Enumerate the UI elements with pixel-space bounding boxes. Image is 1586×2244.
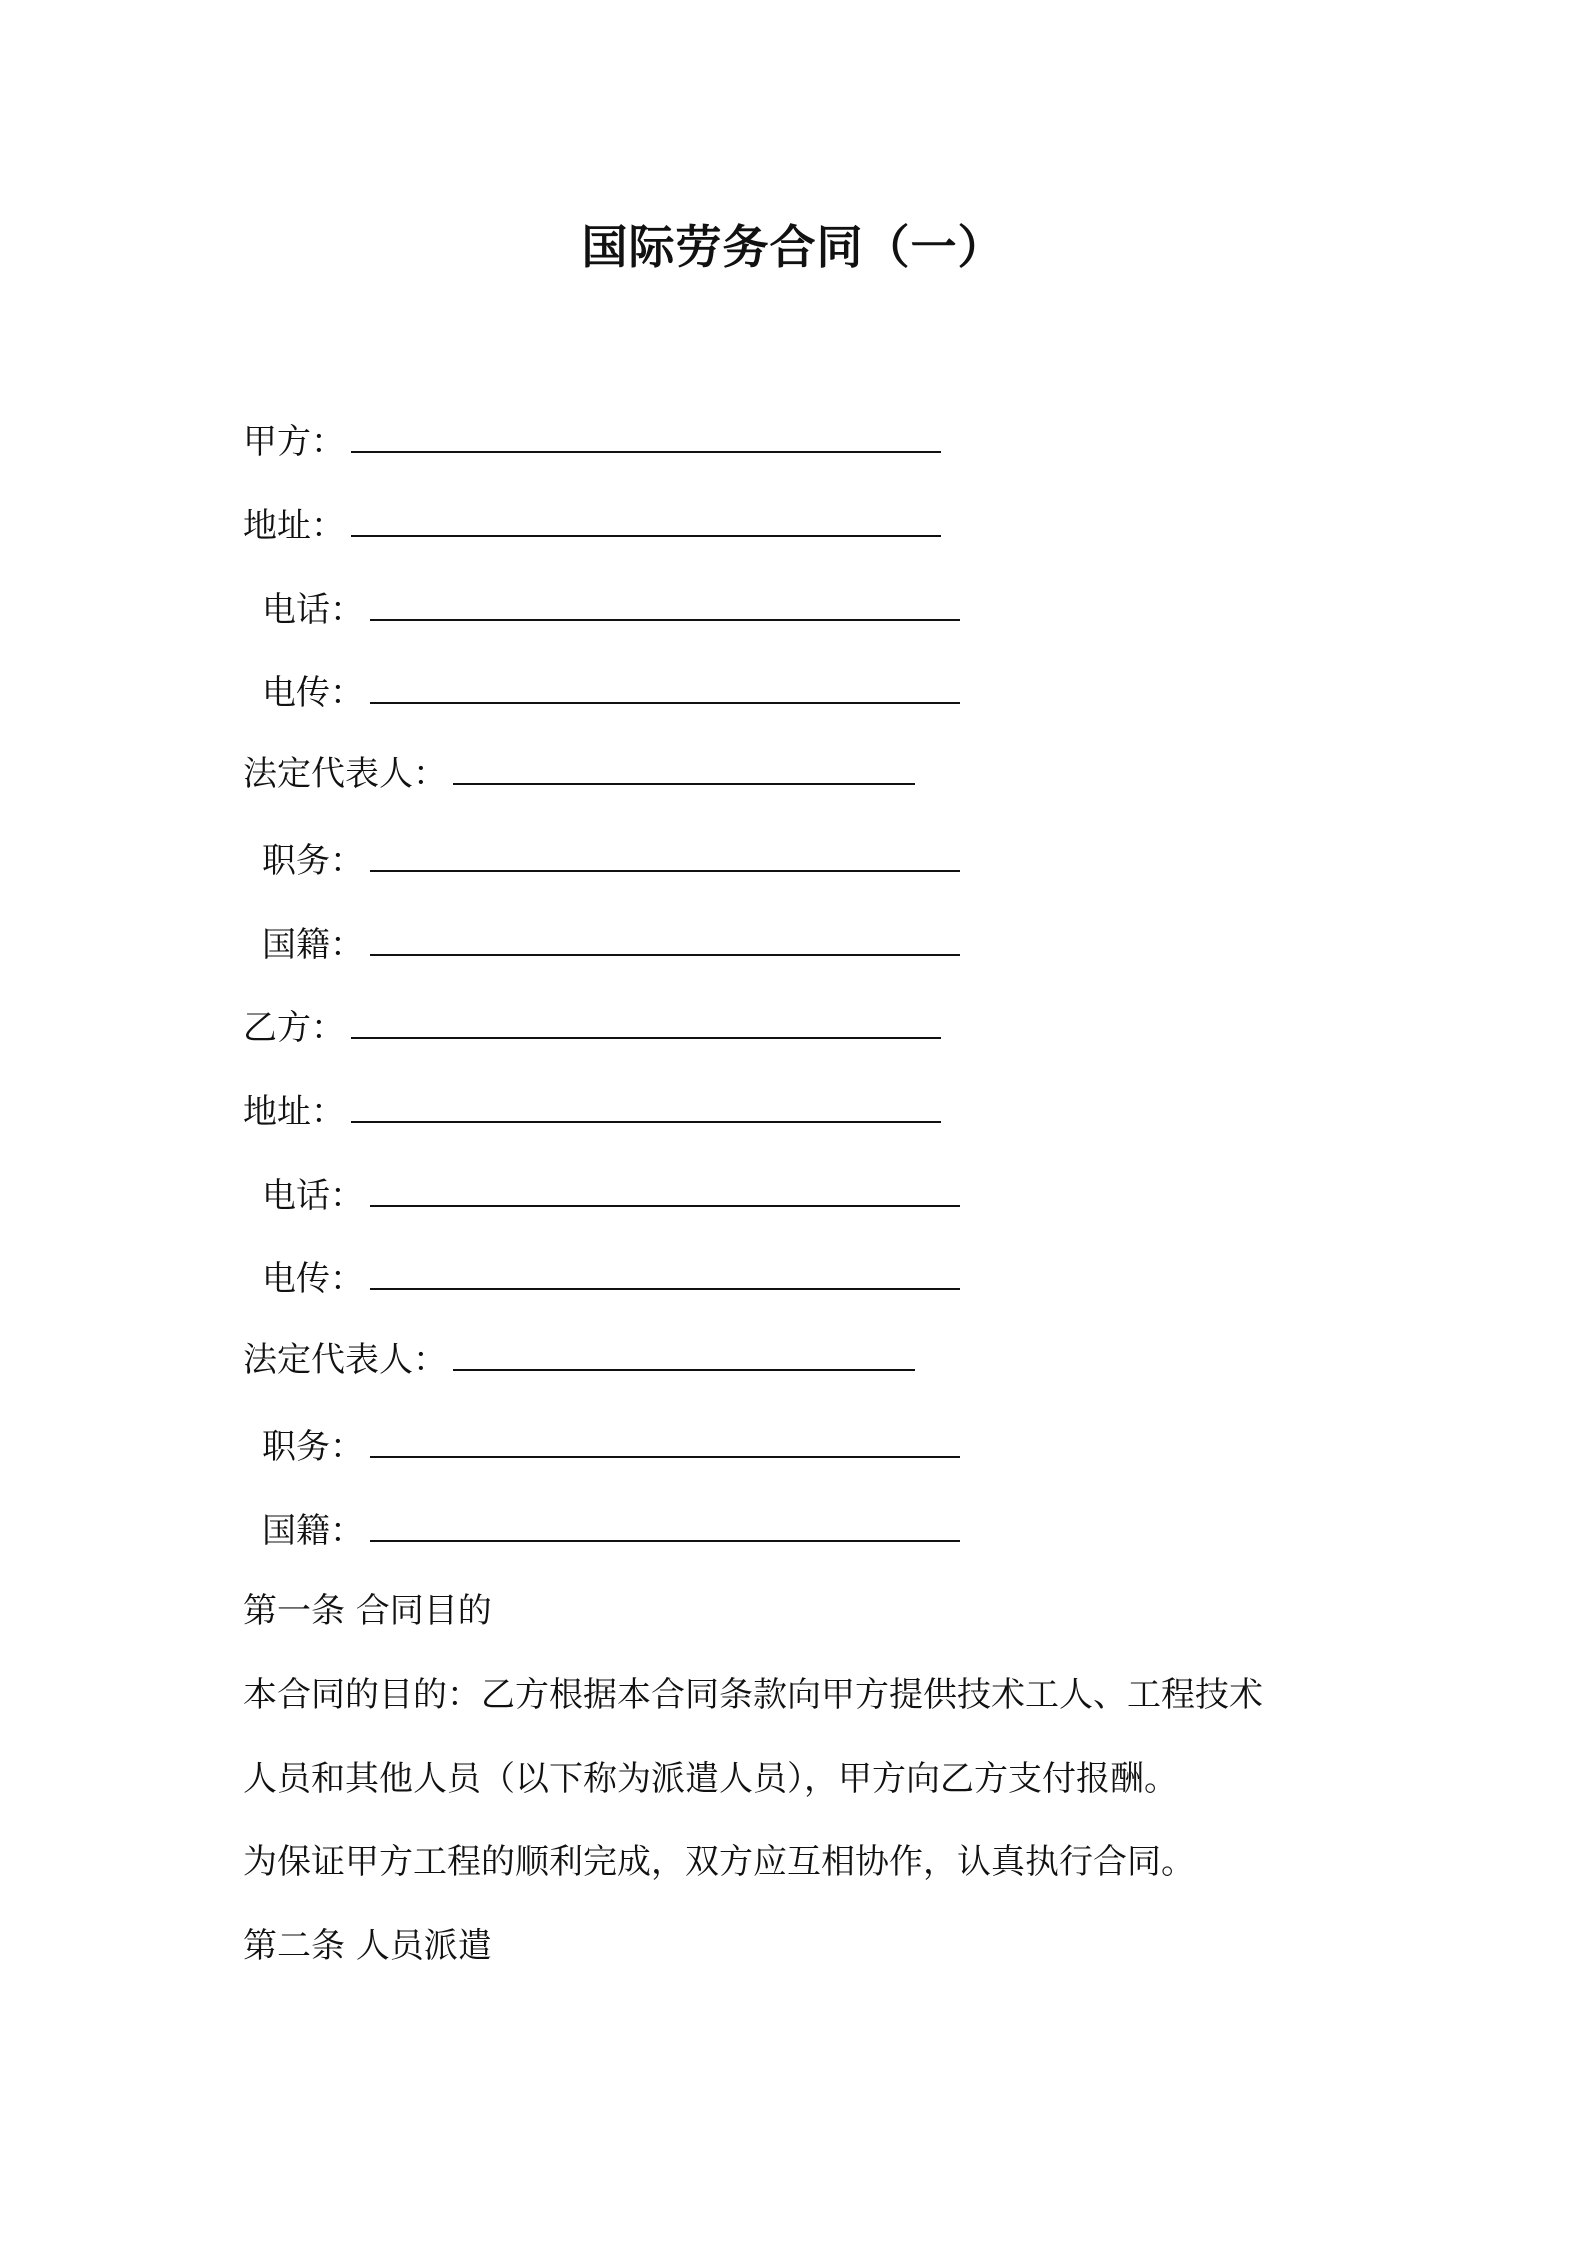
party-b-phone-label: 电话：: [262, 1176, 364, 1216]
party-b-address-field[interactable]: [351, 1095, 941, 1123]
party-b-address-label: 地址：: [243, 1092, 345, 1132]
party-a-fax-field[interactable]: [370, 676, 960, 704]
party-a-phone-field[interactable]: [370, 593, 960, 621]
party-a-fax-label: 电传：: [262, 673, 364, 713]
party-b-name-field[interactable]: [351, 1011, 941, 1039]
party-b-phone-row: [262, 1172, 960, 1220]
party-a-name-label: 甲方：: [243, 422, 345, 462]
party-a-position-label: 职务：: [262, 841, 364, 881]
party-a-address-label: 地址：: [243, 506, 345, 546]
party-a-position-row: [262, 837, 960, 885]
article-1-paragraph-line-2: 人员和其他人员（以下称为派遣人员），甲方向乙方支付报酬。: [243, 1759, 1178, 1799]
party-a-position-field[interactable]: [370, 844, 960, 872]
party-a-address-field[interactable]: [351, 509, 941, 537]
party-b-phone-field[interactable]: [370, 1179, 960, 1207]
party-a-nationality-row: [262, 921, 960, 969]
party-b-address-row: [243, 1088, 941, 1136]
party-b-nationality-field[interactable]: [370, 1514, 960, 1542]
article-1-heading: 第一条 合同目的: [243, 1591, 492, 1631]
party-a-legal-rep-row: [243, 750, 915, 798]
party-b-fax-field[interactable]: [370, 1262, 960, 1290]
party-b-name-label: 乙方：: [243, 1008, 345, 1048]
party-b-nationality-row: [262, 1507, 960, 1555]
party-a-legal-rep-label: 法定代表人：: [243, 754, 447, 794]
article-1-paragraph-2: 为保证甲方工程的顺利完成，双方应互相协作，认真执行合同。: [243, 1842, 1195, 1882]
party-b-position-row: [262, 1423, 960, 1471]
party-a-phone-row: [262, 586, 960, 634]
party-b-legal-rep-field[interactable]: [453, 1343, 915, 1371]
party-b-legal-rep-row: [243, 1336, 915, 1384]
party-b-position-field[interactable]: [370, 1430, 960, 1458]
party-a-legal-rep-field[interactable]: [453, 757, 915, 785]
party-b-fax-row: [262, 1255, 960, 1303]
article-2-heading: 第二条 人员派遣: [243, 1926, 492, 1966]
party-a-address-row: [243, 502, 941, 550]
party-b-legal-rep-label: 法定代表人：: [243, 1340, 447, 1380]
party-b-nationality-label: 国籍：: [262, 1511, 364, 1551]
article-1-paragraph-line-1: 本合同的目的：乙方根据本合同条款向甲方提供技术工人、工程技术: [243, 1675, 1263, 1715]
party-a-name-row: [243, 418, 941, 466]
document-title: 国际劳务合同（一）: [581, 220, 1005, 274]
party-a-fax-row: [262, 669, 960, 717]
party-a-name-field[interactable]: [351, 425, 941, 453]
party-a-nationality-field[interactable]: [370, 928, 960, 956]
party-b-name-row: [243, 1004, 941, 1052]
party-b-position-label: 职务：: [262, 1427, 364, 1467]
party-a-phone-label: 电话：: [262, 590, 364, 630]
party-a-nationality-label: 国籍：: [262, 925, 364, 965]
party-b-fax-label: 电传：: [262, 1259, 364, 1299]
